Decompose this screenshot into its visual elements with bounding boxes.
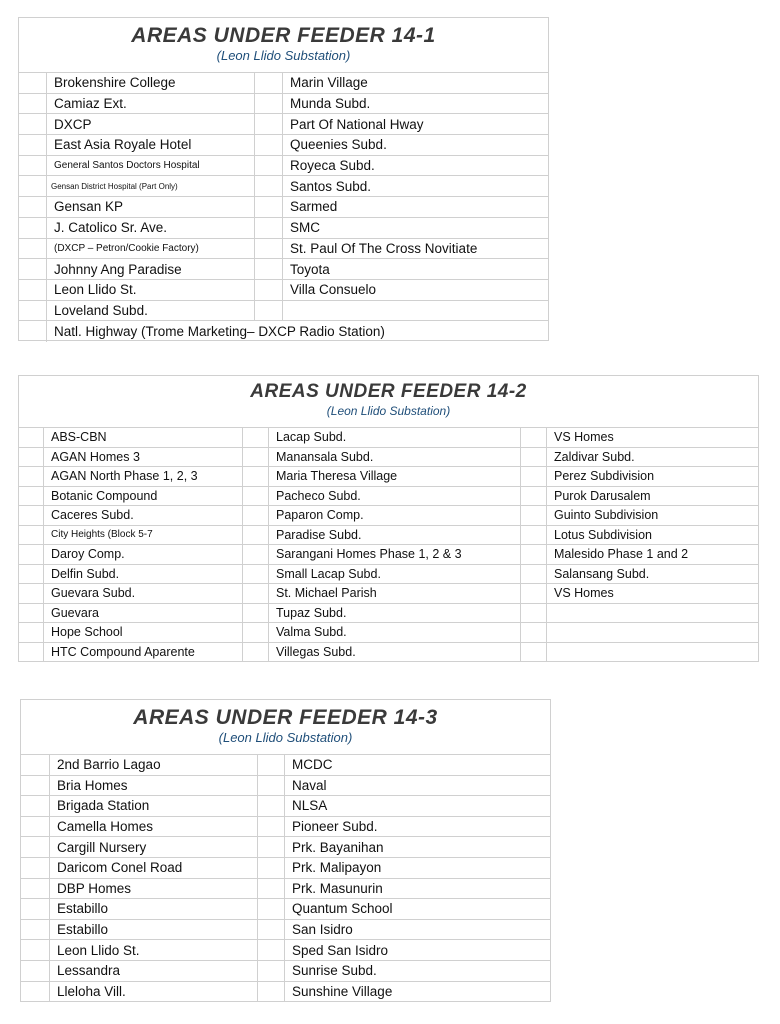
spacer-cell: [243, 506, 269, 525]
area-cell: Salansang Subd.: [554, 566, 650, 581]
area-cell: VS Homes: [554, 586, 614, 601]
table-row: [21, 961, 550, 982]
area-cell: Gensan KP: [47, 197, 255, 217]
table-row: [21, 858, 550, 879]
table-row: [21, 899, 550, 920]
area-cell: Loveland Subd.: [47, 301, 255, 321]
area-cell: Royeca Subd.: [290, 158, 375, 174]
area-cell: Brigada Station: [50, 796, 258, 816]
area-cell: Perez Subdivision: [554, 469, 655, 484]
area-cell: Queenies Subd.: [290, 137, 387, 153]
area-cell: J. Catolico Sr. Ave.: [47, 218, 255, 238]
area-cell: Estabillo: [50, 899, 258, 919]
spacer-cell: [19, 156, 47, 176]
table-row: [21, 776, 550, 797]
area-cell: Prk. Masunurin: [292, 880, 383, 896]
spacer-cell: [21, 899, 50, 919]
area-cell: St. Paul Of The Cross Novitiate: [290, 240, 478, 256]
area-cell: Daroy Comp.: [44, 545, 243, 564]
spacer-cell: [521, 526, 547, 545]
table-row: [19, 73, 548, 94]
table-row: [19, 114, 548, 135]
spacer-cell: [21, 837, 50, 857]
spacer-cell: [243, 604, 269, 623]
spacer-cell: [258, 776, 285, 796]
area-cell: Botanic Compound: [44, 487, 243, 506]
spacer-cell: [521, 448, 547, 467]
area-cell: Gensan District Hospital (Part Only): [47, 176, 255, 196]
spacer-cell: [19, 623, 44, 642]
table-row: [21, 817, 550, 838]
spacer-cell: [21, 858, 50, 878]
table-row: [19, 239, 548, 260]
area-cell: Leon Llido St.: [50, 940, 258, 960]
spacer-cell: [243, 487, 269, 506]
area-cell: Maria Theresa Village: [269, 467, 521, 486]
area-cell: Natl. Highway (Trome Marketing– DXCP Radio Station): [54, 324, 385, 340]
spacer-cell: [19, 584, 44, 603]
spacer-cell: [243, 623, 269, 642]
spacer-cell: [19, 565, 44, 584]
spacer-cell: [19, 448, 44, 467]
feeder-14-1-table: [18, 17, 549, 341]
area-cell: Munda Subd.: [290, 96, 371, 112]
spacer-cell: [21, 879, 50, 899]
area-cell: Prk. Bayanihan: [292, 839, 384, 855]
spacer-cell: [521, 584, 547, 603]
spacer-cell: [21, 920, 50, 940]
area-cell: General Santos Doctors Hospital: [47, 156, 255, 176]
table-row: [19, 623, 758, 643]
spacer-cell: [21, 940, 50, 960]
area-cell: Delfin Subd.: [44, 565, 243, 584]
area-cell: [547, 623, 758, 642]
area-cell: Johnny Ang Paradise: [47, 259, 255, 279]
area-cell: AGAN Homes 3: [44, 448, 243, 467]
spacer-cell: [258, 982, 285, 1003]
area-cell: Sarangani Homes Phase 1, 2 & 3: [269, 545, 521, 564]
feeder-14-1-subtitle: (Leon Llido Substation): [216, 48, 351, 63]
area-cell: Camella Homes: [50, 817, 258, 837]
spacer-cell: [258, 940, 285, 960]
spacer-cell: [255, 239, 283, 259]
area-cell: [283, 301, 548, 321]
area-cell: Marin Village: [290, 75, 368, 91]
spacer-cell: [258, 796, 285, 816]
feeder-14-2-header: [19, 376, 758, 428]
table-row: [19, 545, 758, 565]
area-cell: MCDC: [292, 757, 333, 773]
table-row: [21, 982, 550, 1003]
spacer-cell: [243, 448, 269, 467]
spacer-cell: [19, 506, 44, 525]
spacer-cell: [19, 218, 47, 238]
table-row: [19, 565, 758, 585]
spacer-cell: [258, 858, 285, 878]
area-cell: Estabillo: [50, 920, 258, 940]
table-row: [19, 467, 758, 487]
spacer-cell: [243, 584, 269, 603]
area-cell: Daricom Conel Road: [50, 858, 258, 878]
area-cell: St. Michael Parish: [269, 584, 521, 603]
area-cell: Caceres Subd.: [44, 506, 243, 525]
spacer-cell: [19, 239, 47, 259]
table-row: [19, 321, 548, 342]
spacer-cell: [521, 604, 547, 623]
area-cell: ABS-CBN: [44, 428, 243, 447]
spacer-cell: [243, 467, 269, 486]
spacer-cell: [255, 94, 283, 114]
table-row: [19, 448, 758, 468]
table-row: [19, 197, 548, 218]
area-cell: Guevara: [44, 604, 243, 623]
area-cell: (DXCP – Petron/Cookie Factory): [47, 239, 255, 259]
table-row: [19, 506, 758, 526]
spacer-cell: [19, 487, 44, 506]
area-cell: Pioneer Subd.: [292, 819, 378, 835]
area-cell: Villa Consuelo: [290, 282, 377, 298]
spacer-cell: [243, 565, 269, 584]
spacer-cell: [19, 259, 47, 279]
area-cell: Pacheco Subd.: [269, 487, 521, 506]
feeder-14-3-body: [21, 755, 550, 1002]
table-row: [21, 837, 550, 858]
area-cell: AGAN North Phase 1, 2, 3: [44, 467, 243, 486]
spacer-cell: [255, 301, 283, 321]
area-cell: Camiaz Ext.: [47, 94, 255, 114]
feeder-14-3-header: [21, 700, 550, 755]
spacer-cell: [19, 73, 47, 93]
spacer-cell: [19, 604, 44, 623]
spacer-cell: [258, 879, 285, 899]
spacer-cell: [258, 817, 285, 837]
spacer-cell: [258, 899, 285, 919]
spacer-cell: [19, 176, 47, 196]
table-row: [19, 280, 548, 301]
area-cell: Zaldivar Subd.: [554, 449, 635, 464]
spacer-cell: [255, 156, 283, 176]
area-cell: SMC: [290, 220, 320, 236]
area-cell: Paparon Comp.: [269, 506, 521, 525]
spacer-cell: [243, 428, 269, 447]
area-cell: VS Homes: [554, 430, 614, 445]
area-cell: [547, 643, 758, 663]
area-cell: HTC Compound Aparente: [44, 643, 243, 663]
area-cell: Bria Homes: [50, 776, 258, 796]
spacer-cell: [19, 526, 44, 545]
area-cell: Part Of National Hway: [290, 116, 424, 132]
spacer-cell: [19, 643, 44, 663]
area-cell: Guinto Subdivision: [554, 508, 659, 523]
spacer-cell: [521, 506, 547, 525]
table-row: [21, 940, 550, 961]
area-cell: Manansala Subd.: [269, 448, 521, 467]
area-cell: City Heights (Block 5-7: [44, 526, 243, 545]
area-cell: Tupaz Subd.: [269, 604, 521, 623]
area-cell: Paradise Subd.: [269, 526, 521, 545]
feeder-14-3-table: [20, 699, 551, 1002]
area-cell: Naval: [292, 777, 327, 793]
feeder-14-2-subtitle: (Leon Llido Substation): [326, 404, 451, 418]
spacer-cell: [521, 467, 547, 486]
table-row: [19, 259, 548, 280]
feeder-14-2-table: [18, 375, 759, 662]
area-cell: East Asia Royale Hotel: [47, 135, 255, 155]
spacer-cell: [21, 776, 50, 796]
spacer-cell: [255, 176, 283, 196]
area-cell: Santos Subd.: [290, 178, 372, 194]
spacer-cell: [19, 94, 47, 114]
area-cell: Lotus Subdivision: [554, 527, 652, 542]
spacer-cell: [21, 961, 50, 981]
spacer-cell: [19, 467, 44, 486]
table-row: [21, 920, 550, 941]
area-cell: Brokenshire College: [47, 73, 255, 93]
table-row: [19, 135, 548, 156]
area-cell: Villegas Subd.: [269, 643, 521, 663]
spacer-cell: [19, 114, 47, 134]
spacer-cell: [521, 545, 547, 564]
area-cell: Purok Darusalem: [554, 488, 651, 503]
area-cell: Quantum School: [292, 901, 393, 917]
spacer-cell: [19, 428, 44, 447]
feeder-14-1-header: [19, 18, 548, 73]
feeder-14-1-body: [19, 73, 548, 342]
spacer-cell: [19, 197, 47, 217]
spacer-cell: [243, 526, 269, 545]
area-cell: Sarmed: [290, 199, 338, 215]
area-cell: Lacap Subd.: [269, 428, 521, 447]
spacer-cell: [255, 135, 283, 155]
spacer-cell: [19, 321, 47, 342]
area-cell: Malesido Phase 1 and 2: [554, 547, 689, 562]
spacer-cell: [19, 301, 47, 321]
spacer-cell: [255, 280, 283, 300]
feeder-14-1-title: AREAS UNDER FEEDER 14-1: [131, 24, 436, 47]
area-cell: Sped San Isidro: [292, 942, 389, 958]
table-row: [19, 94, 548, 115]
table-row: [19, 176, 548, 197]
table-row: [21, 796, 550, 817]
spacer-cell: [255, 197, 283, 217]
table-row: [21, 755, 550, 776]
spacer-cell: [21, 817, 50, 837]
spacer-cell: [521, 487, 547, 506]
feeder-14-2-body: [19, 428, 758, 662]
spacer-cell: [19, 135, 47, 155]
table-row: [19, 218, 548, 239]
spacer-cell: [21, 796, 50, 816]
area-cell: Lleloha Vill.: [50, 982, 258, 1003]
feeder-14-3-subtitle: (Leon Llido Substation): [218, 730, 353, 745]
table-row: [19, 584, 758, 604]
area-cell: NLSA: [292, 798, 328, 814]
spacer-cell: [255, 73, 283, 93]
spacer-cell: [258, 920, 285, 940]
spacer-cell: [21, 982, 50, 1003]
table-row: [19, 526, 758, 546]
table-row: [19, 156, 548, 177]
table-row: [19, 604, 758, 624]
spacer-cell: [19, 280, 47, 300]
spacer-cell: [255, 259, 283, 279]
spacer-cell: [255, 114, 283, 134]
table-row: [19, 643, 758, 663]
spacer-cell: [521, 623, 547, 642]
spacer-cell: [258, 837, 285, 857]
table-row: [19, 428, 758, 448]
area-cell: Sunrise Subd.: [292, 963, 377, 979]
spacer-cell: [258, 755, 285, 775]
area-cell: [547, 604, 758, 623]
spacer-cell: [258, 961, 285, 981]
table-row: [21, 879, 550, 900]
table-row: [19, 487, 758, 507]
area-cell: San Isidro: [292, 922, 353, 938]
area-cell: Guevara Subd.: [44, 584, 243, 603]
area-cell: Leon Llido St.: [47, 280, 255, 300]
spacer-cell: [521, 565, 547, 584]
spacer-cell: [521, 428, 547, 447]
spacer-cell: [21, 755, 50, 775]
area-cell: Cargill Nursery: [50, 837, 258, 857]
spacer-cell: [521, 643, 547, 663]
area-cell: Hope School: [44, 623, 243, 642]
area-cell: Small Lacap Subd.: [269, 565, 521, 584]
table-row: [19, 301, 548, 322]
area-cell: 2nd Barrio Lagao: [50, 755, 258, 775]
feeder-14-2-title: AREAS UNDER FEEDER 14-2: [250, 381, 527, 402]
area-cell: Lessandra: [50, 961, 258, 981]
spacer-cell: [19, 545, 44, 564]
feeder-14-3-title: AREAS UNDER FEEDER 14-3: [133, 706, 438, 729]
spacer-cell: [243, 643, 269, 663]
area-cell: DXCP: [47, 114, 255, 134]
spacer-cell: [243, 545, 269, 564]
area-cell: Sunshine Village: [292, 984, 393, 1000]
area-cell: DBP Homes: [50, 879, 258, 899]
spacer-cell: [255, 218, 283, 238]
area-cell: Prk. Malipayon: [292, 860, 382, 876]
area-cell: Toyota: [290, 261, 330, 277]
area-cell: Valma Subd.: [269, 623, 521, 642]
